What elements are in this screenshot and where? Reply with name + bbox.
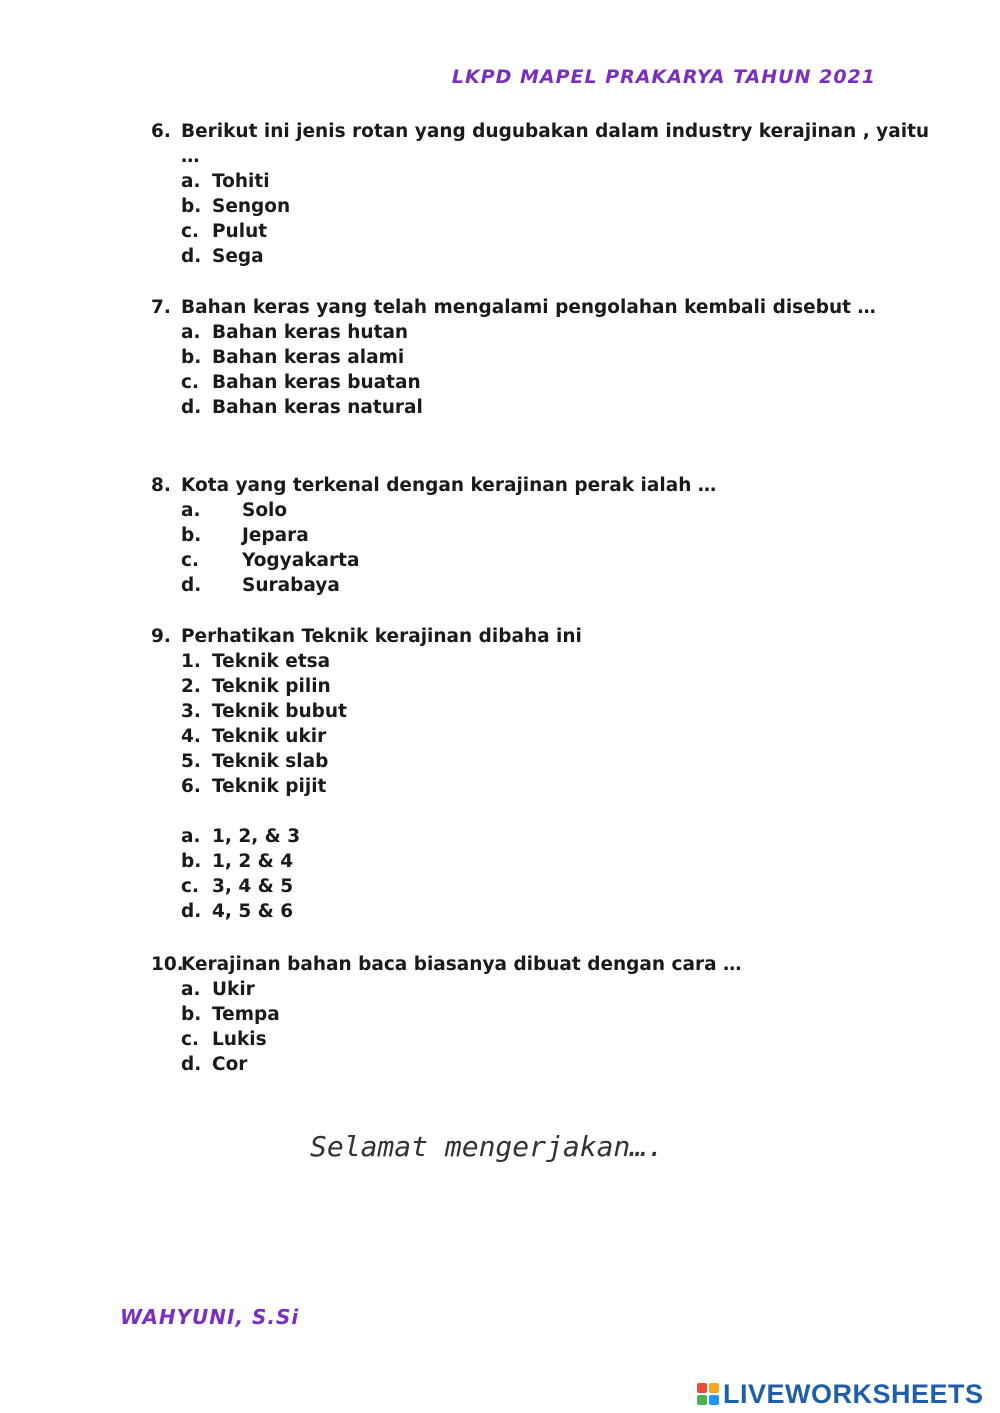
question-number: 10. — [151, 954, 184, 975]
question-text: Perhatikan Teknik kerajinan dibaha ini — [181, 626, 582, 647]
watermark-text: LIVEWORKSHEETS — [723, 1378, 984, 1409]
question-text: Kerajinan bahan baca biasanya dibuat dengan cara … — [181, 954, 742, 975]
question-text: Berikut ini jenis rotan yang dugubakan dalam industry kerajinan , yaitu — [181, 121, 930, 142]
question-text: Bahan keras yang telah mengalami pengolahan kembali disebut … — [181, 297, 876, 318]
question-number: 6. — [151, 121, 171, 142]
question-text: Kota yang terkenal dengan kerajinan perak ialah … — [181, 475, 717, 496]
page-header-title: LKPD MAPEL PRAKARYA TAHUN 2021 — [451, 66, 876, 88]
question-number: 7. — [151, 297, 171, 318]
liveworksheets-watermark — [697, 1378, 984, 1410]
question-number: 8. — [151, 475, 171, 496]
question-continuation: … — [181, 146, 200, 167]
question-number: 9. — [151, 626, 171, 647]
liveworksheets-logo-icon — [697, 1383, 719, 1405]
closing-message: Selamat mengerjakan…. — [310, 1130, 665, 1163]
author-name: WAHYUNI, S.Si — [120, 1305, 300, 1329]
